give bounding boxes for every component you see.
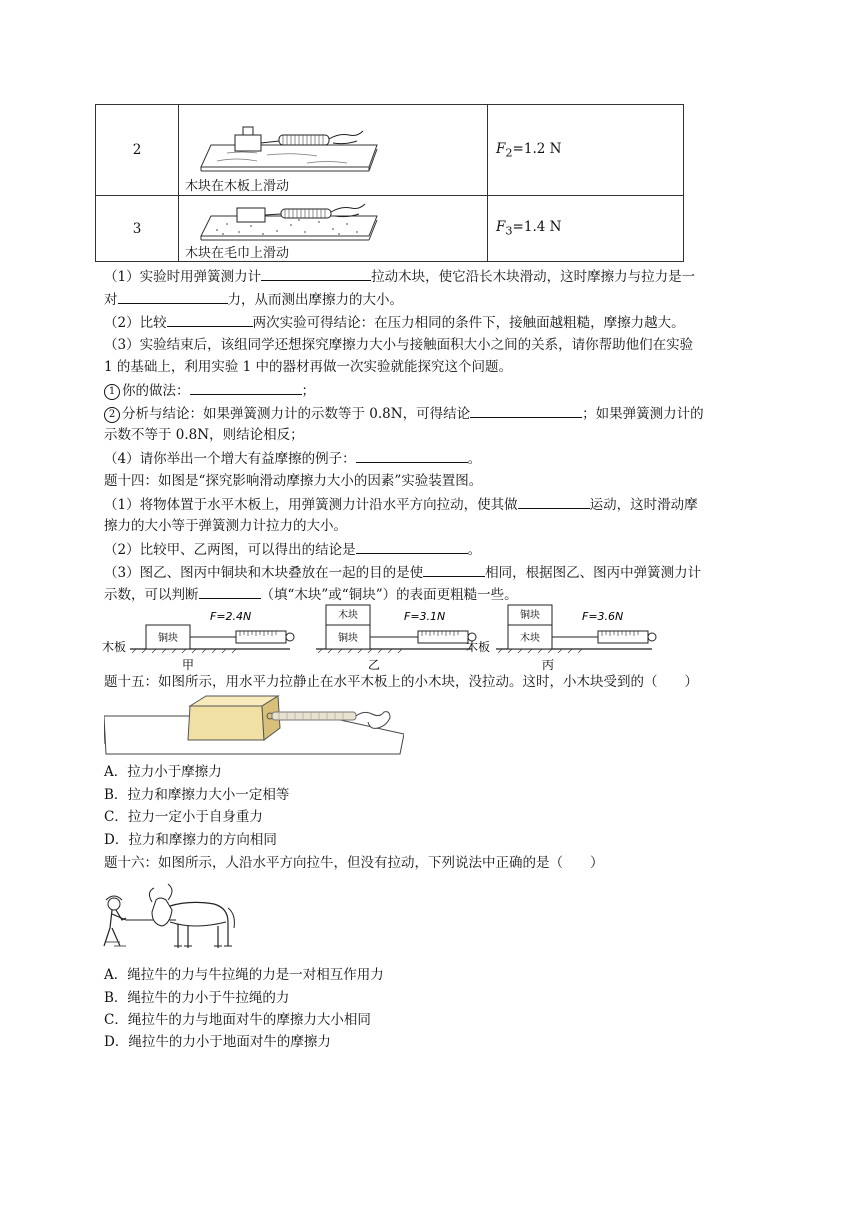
experiment-table <box>95 104 684 262</box>
q15-title: 题十五：如图所示，用水平力拉静止在水平木板上的小木块，没拉动。这时，小木块受到的（ ） <box>104 674 698 690</box>
q13-part1-cont <box>104 289 403 310</box>
text: 拉动木块，使它沿长木块滑动，这时摩擦力与拉力是一 <box>371 269 696 285</box>
answer-blank[interactable] <box>118 289 228 304</box>
q16-option-b[interactable]: B．绳拉牛的力小于牛拉绳的力 <box>104 990 290 1006</box>
q13-method <box>104 380 315 401</box>
text: 两次实验可得结论：在压力相同的条件下，接触面越粗糙，摩擦力越大。 <box>252 315 685 331</box>
text: 。 <box>467 451 482 467</box>
answer-blank[interactable] <box>261 266 371 281</box>
panel-bing <box>496 605 656 672</box>
circled-number: 2 <box>104 407 120 423</box>
q14-friction-figure <box>100 603 670 673</box>
circled-number: 1 <box>104 384 120 400</box>
q15-option-b[interactable]: B．拉力和摩擦力大小一定相等 <box>104 787 290 803</box>
table-row <box>96 196 684 262</box>
text: 示数，可以判断 <box>104 587 199 603</box>
q13-analysis <box>104 403 704 424</box>
q14-part1-cont: 擦力的大小等于弹簧测力计拉力的大小。 <box>104 518 347 534</box>
text: （2）比较 <box>104 315 167 331</box>
q13-part3-cont: 1 的基础上，利用实验 1 中的器材再做一次实验就能探究这个问题。 <box>104 359 513 375</box>
q13-part2 <box>104 312 685 333</box>
answer-blank[interactable] <box>356 448 468 463</box>
text: （4）请你举出一个增大有益摩擦的例子： <box>104 451 356 467</box>
force-reading: F=2.4N <box>210 610 252 623</box>
force-symbol: F <box>496 219 506 236</box>
row-index: 3 <box>96 196 179 262</box>
copper-block-label: 铜块 <box>158 633 178 644</box>
text: ；如果弹簧测力计的 <box>582 406 704 422</box>
answer-blank[interactable] <box>470 403 582 418</box>
q13-analysis-cont: 示数不等于 0.8N，则结论相反； <box>104 427 304 443</box>
answer-blank[interactable] <box>190 380 302 395</box>
q14-part2 <box>104 539 481 560</box>
board-label: 木板 <box>102 640 127 654</box>
experiment-figure-cell <box>179 105 488 196</box>
q13-part4 <box>104 448 481 469</box>
text: 对 <box>104 292 118 308</box>
text: 你的做法： <box>122 383 190 399</box>
text: 。 <box>467 542 482 558</box>
panel-caption: 甲 <box>182 658 195 672</box>
copper-block-label: 铜块 <box>520 610 540 621</box>
force-symbol: F <box>496 140 506 157</box>
text: （1）将物体置于水平木板上，用弹簧测力计沿水平方向拉动，使其做 <box>104 497 518 513</box>
force-result <box>488 196 684 262</box>
force-value: =1.2 N <box>512 140 562 157</box>
towel-board-figure <box>187 198 387 244</box>
text: （1）实验时用弹簧测力计 <box>104 269 262 285</box>
text: （填“木块”或“铜块”）的表面更粗糙一些。 <box>260 587 518 603</box>
q16-option-c[interactable]: C．绳拉牛的力与地面对牛的摩擦力大小相同 <box>104 1012 371 1028</box>
q14-title: 题十四：如图是“探究影响滑动摩擦力大小的因素”实验装置图。 <box>104 473 483 489</box>
force-subscript: 3 <box>505 224 513 238</box>
force-subscript: 2 <box>505 146 513 160</box>
q14-part3 <box>104 562 701 583</box>
q14-part1 <box>104 494 698 515</box>
answer-blank[interactable] <box>167 312 253 327</box>
q15-block-figure <box>104 694 404 756</box>
text: 分析与结论：如果弹簧测力计的示数等于 0.8N，可得结论 <box>122 406 471 422</box>
panel-jia <box>102 610 294 672</box>
text: 相同，根据图乙、图丙中弹簧测力计 <box>485 565 702 581</box>
answer-blank[interactable] <box>518 494 590 509</box>
panel-caption: 乙 <box>368 658 381 672</box>
text: （2）比较甲、乙两图，可以得出的结论是 <box>104 542 356 558</box>
row-index: 2 <box>96 105 179 196</box>
text: （3）图乙、图丙中铜块和木块叠放在一起的目的是使 <box>104 565 424 581</box>
figure-caption: 木块在毛巾上滑动 <box>185 246 290 261</box>
q15-option-c[interactable]: C．拉力一定小于自身重力 <box>104 809 263 825</box>
wood-block-label: 木块 <box>520 633 540 644</box>
answer-blank[interactable] <box>199 584 261 599</box>
answer-blank[interactable] <box>356 539 468 554</box>
q16-man-pulling-ox-figure <box>100 880 240 952</box>
q14-part3-cont <box>104 584 518 605</box>
panel-caption: 丙 <box>542 658 555 672</box>
wood-board-figure <box>187 111 387 177</box>
text: 运动，这时滑动摩 <box>589 497 698 513</box>
text: 力，从而测出摩擦力的大小。 <box>227 292 403 308</box>
copper-block-label: 铜块 <box>338 633 358 644</box>
force-reading: F=3.6N <box>582 610 624 623</box>
q13-part3: （3）实验结束后，该组同学还想探究摩擦力大小与接触面积大小之间的关系，请你帮助他们在实验 <box>104 337 694 353</box>
q16-option-a[interactable]: A．绳拉牛的力与牛拉绳的力是一对相互作用力 <box>104 967 384 983</box>
q15-option-a[interactable]: A．拉力小于摩擦力 <box>104 764 222 780</box>
board-label: 木板 <box>466 640 491 654</box>
q16-title: 题十六：如图所示，人沿水平方向拉牛，但没有拉动，下列说法中正确的是（ ） <box>104 855 604 871</box>
answer-blank[interactable] <box>423 562 485 577</box>
force-reading: F=3.1N <box>404 610 446 623</box>
q15-option-d[interactable]: D．拉力和摩擦力的方向相同 <box>104 832 277 848</box>
table-row <box>96 105 684 196</box>
figure-caption: 木块在木板上滑动 <box>185 179 290 194</box>
text: ； <box>301 383 315 399</box>
force-result <box>488 105 684 196</box>
panel-yi <box>316 605 490 672</box>
experiment-figure-cell <box>179 196 488 262</box>
q16-option-d[interactable]: D．绳拉牛的力小于地面对牛的摩擦力 <box>104 1034 331 1050</box>
wood-block-label: 木块 <box>338 610 358 621</box>
q13-part1 <box>104 266 695 287</box>
force-value: =1.4 N <box>512 219 562 236</box>
